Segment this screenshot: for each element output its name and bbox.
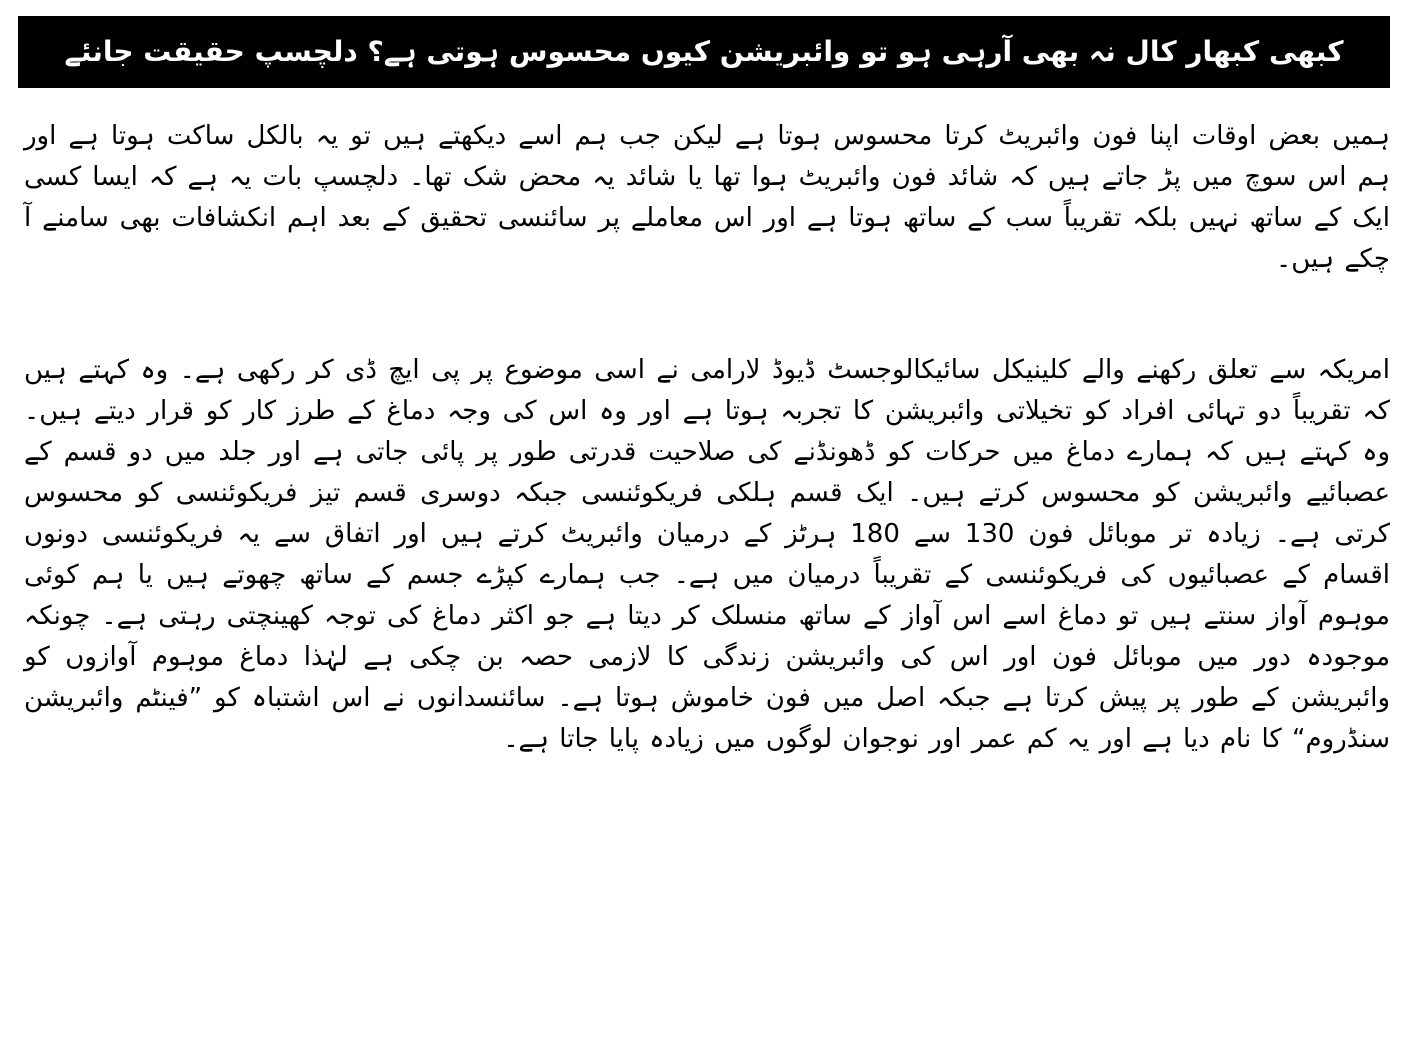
headline-title: کبھی کبھار کال نہ بھی آرہی ہو تو وائبریشن کیوں محسوس ہوتی ہے؟ دلچسپ حقیقت جانئے — [64, 35, 1344, 69]
headline-banner — [18, 16, 1390, 88]
article-body — [24, 116, 1390, 1036]
article-paragraph-2: امریکہ سے تعلق رکھنے والے کلینیکل سائیکالوجسٹ ڈیوڈ لارامی نے اسی موضوع پر پی ایچ ڈی کر رکھی ہے۔ وہ کہتے ہیں کہ تقریباً دو تہائی افراد کو تخیلاتی وائبریشن کا تجربہ ہوتا ہے اور وہ اس کی وجہ دماغ کے طرز کار کو قرار دیتے ہیں۔ وہ کہتے ہیں کہ ہمارے دماغ میں حرکات کو ڈھونڈنے کی صلاحیت قدرتی طور پر پائی جاتی ہے اور جلد میں دو قسم کے عصبائیے وائبریشن کو محسوس کرتے ہیں۔ ایک قسم ہلکی فریکوئنسی جبکہ دوسری قسم تیز فریکوئنسی کو محسوس کرتی ہے۔ زیادہ تر موبائل فون 130 سے 180 ہرٹز کے درمیان وائبریٹ کرتے ہیں اور اتفاق سے یہ فریکوئنسی دونوں اقسام کے عصبائیوں کی فریکوئنسی کے تقریباً درمیان میں ہے۔ جب ہمارے کپڑے جسم کے ساتھ چھوتے ہیں یا ہم کوئی موہوم آواز سنتے ہیں تو دماغ اسے اس آواز کے ساتھ منسلک کر دیتا ہے جو اکثر دماغ کی توجہ کھینچتی رہتی ہے۔ چونکہ موجودہ دور میں موبائل فون اور اس کی وائبریشن زندگی کا لازمی حصہ بن چکی ہے لہٰذا دماغ موہوم آوازوں کو وائبریشن کے طور پر پیش کرتا ہے جبکہ اصل میں فون خاموش ہوتا ہے۔ سائنسدانوں نے اس اشتباہ کو ”فینٹم وائبریشن سنڈروم“ کا نام دیا ہے اور یہ کم عمر اور نوجوان لوگوں میں زیادہ پایا جاتا ہے۔ — [24, 355, 1390, 754]
article-paragraph-1: ہمیں بعض اوقات اپنا فون وائبریٹ کرتا محسوس ہوتا ہے لیکن جب ہم اسے دیکھتے ہیں تو یہ بالکل ساکت ہوتا ہے اور ہم اس سوچ میں پڑ جاتے ہیں کہ شائد فون وائبریٹ ہوا تھا یا شائد یہ محض شک تھا۔ دلچسپ بات یہ ہے کہ ایسا کسی ایک کے ساتھ نہیں بلکہ تقریباً سب کے ساتھ ہوتا ہے اور اس معاملے پر سائنسی تحقیق کے بعد اہم انکشافات بھی سامنے آ چکے ہیں۔ — [24, 121, 1390, 274]
